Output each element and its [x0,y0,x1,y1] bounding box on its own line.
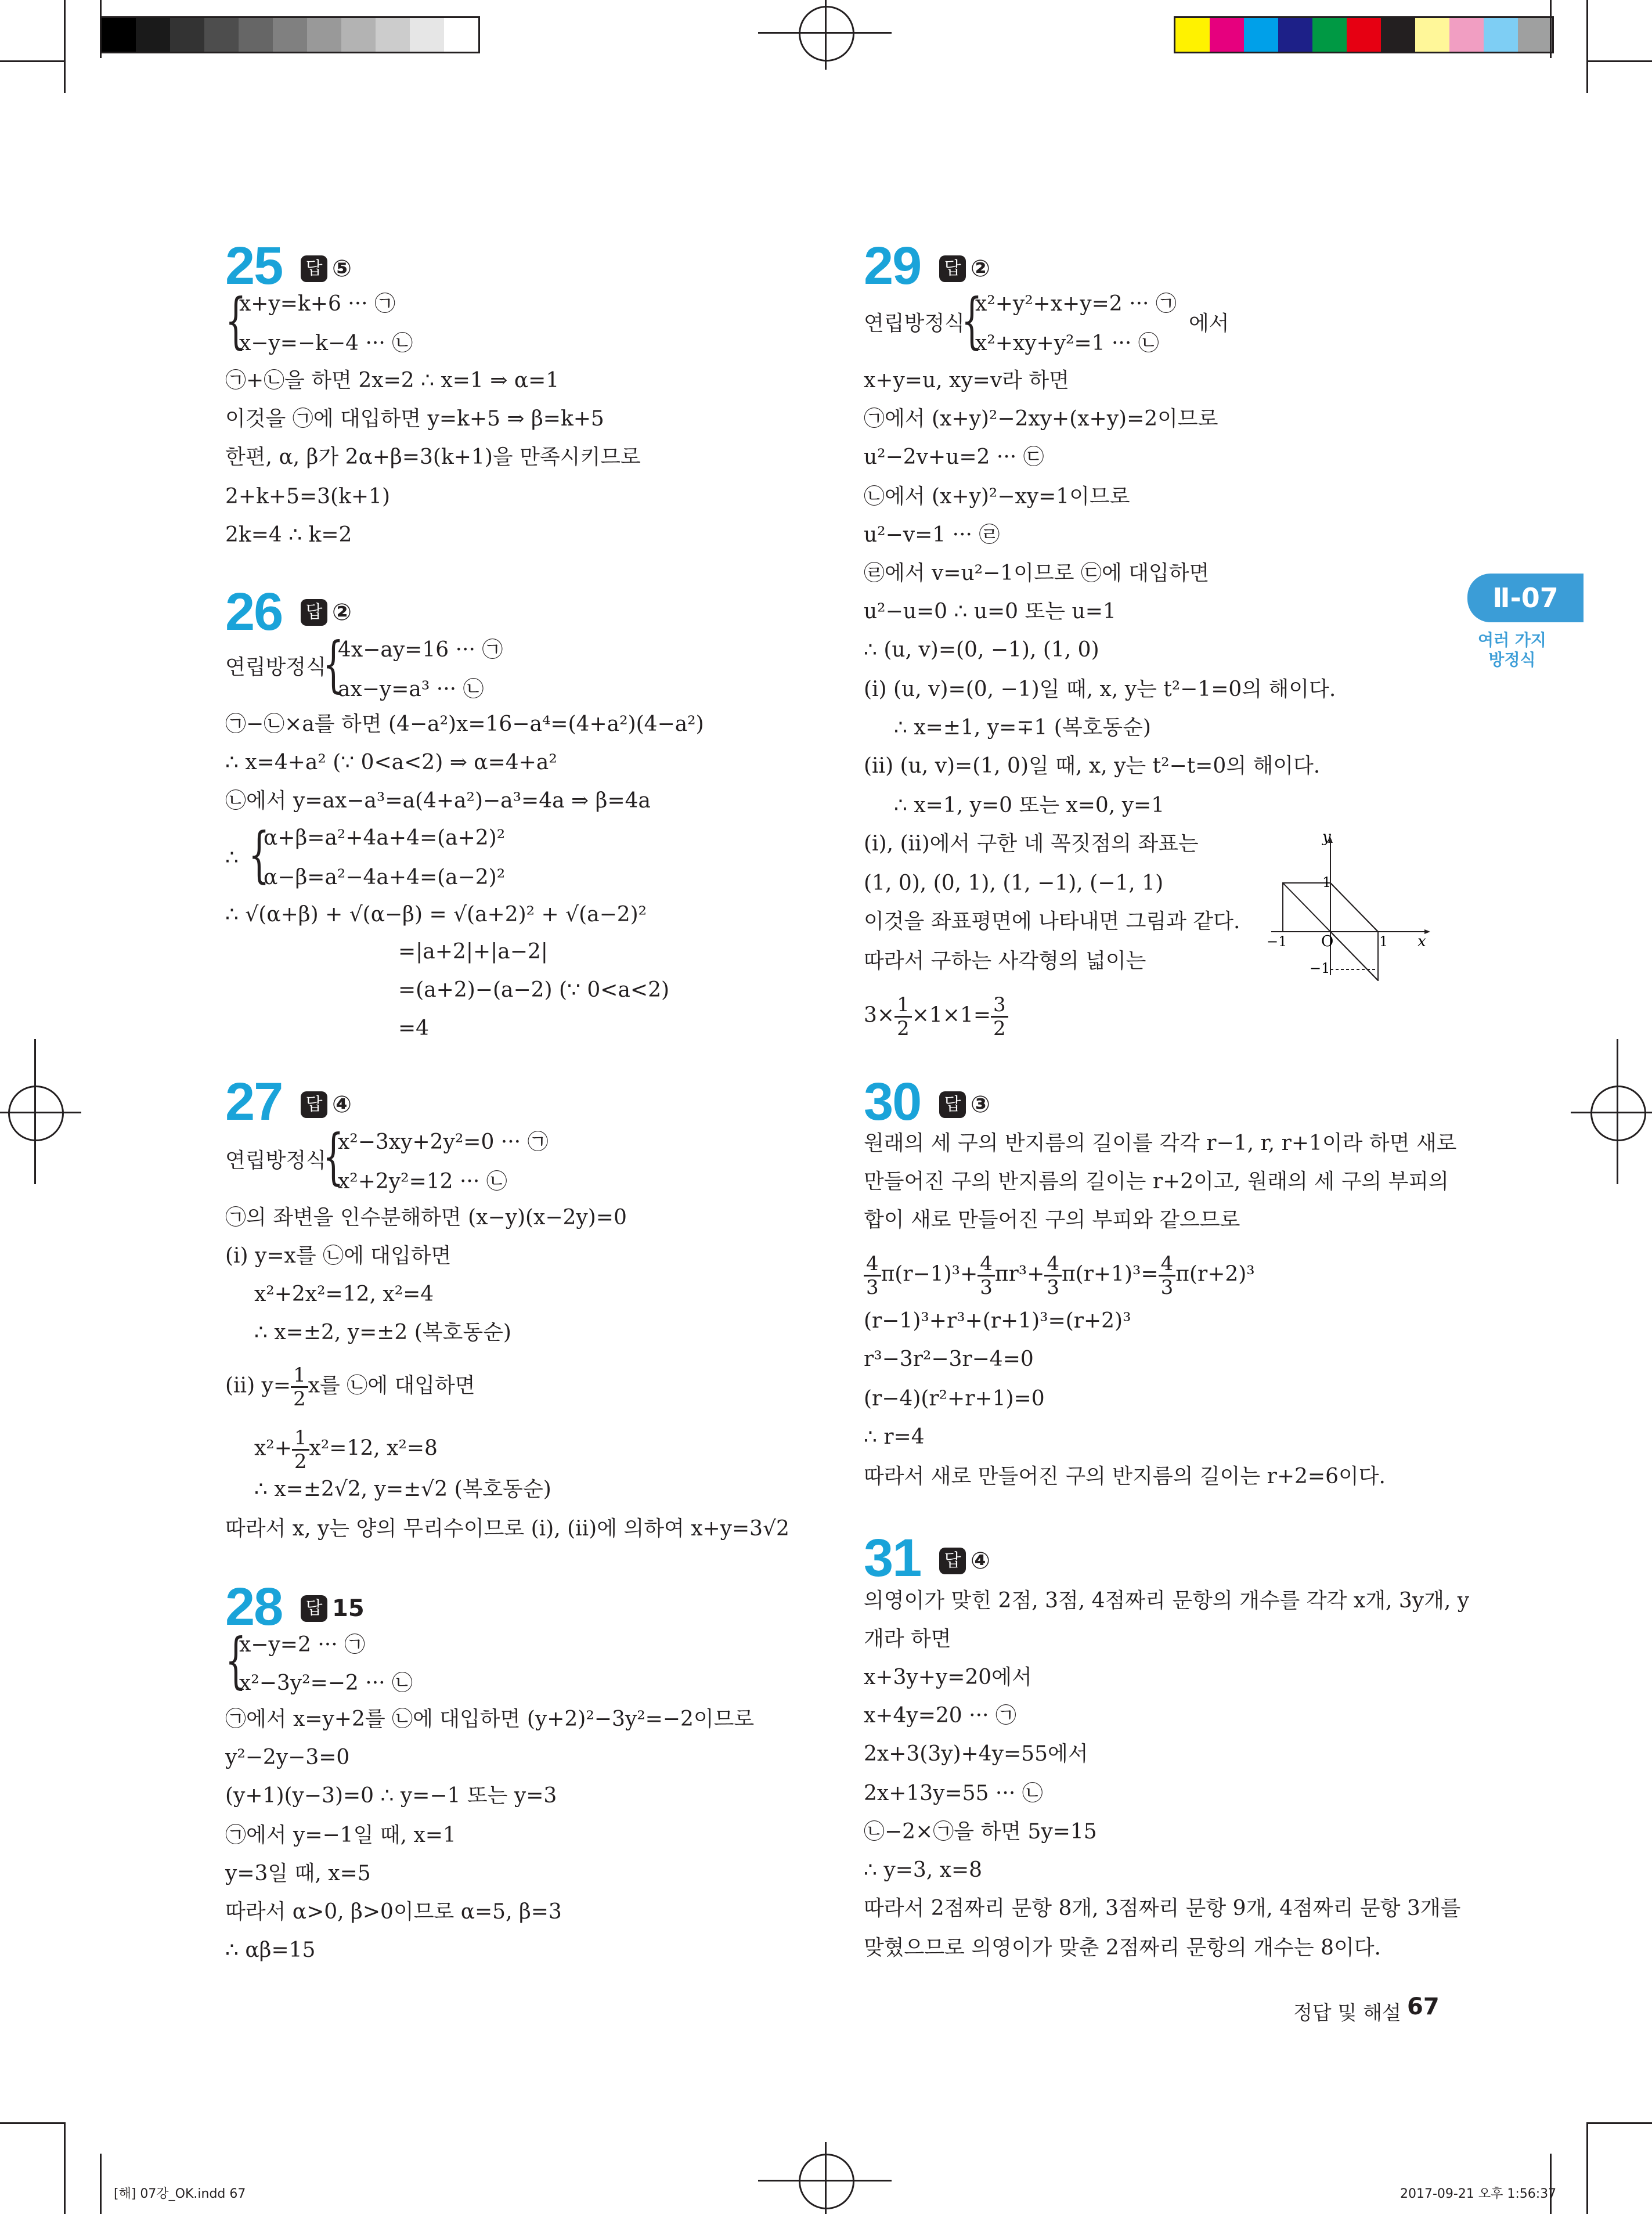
solution-line: ∴ (u, v)=(0, −1), (1, 0) [864,638,1099,662]
grayscale-swatch [410,18,444,52]
solution-line: x²+2x²=12, x²=4 [254,1282,434,1306]
answer-tag-icon: 답 [939,1091,966,1118]
solution-line: 만들어진 구의 반지름의 길이는 r+2이고, 원래의 세 구의 부피의 [864,1170,1449,1193]
answer-tag-icon: 답 [301,255,327,282]
registration-mark-icon [1617,1039,1618,1184]
solution-line: 2x+13y=55 ··· ㉡ [864,1782,1043,1805]
coordinate-graph [1265,830,1440,981]
solution-line: 따라서 새로 만들어진 구의 반지름의 길이는 r+2=6이다. [864,1465,1386,1488]
denominator: 3 [980,1276,993,1299]
solution-line: ∴ αβ=15 [225,1938,316,1962]
solution-line: =4 [398,1016,430,1040]
numerator: 1 [292,1427,309,1451]
color-swatch [1484,18,1518,52]
registration-mark-icon [825,2142,827,2214]
crop-mark-icon [100,2154,102,2214]
problem-number: 27 [225,1072,283,1131]
crop-mark-icon [1588,2122,1652,2124]
solution-line: 맞혔으므로 의영이가 맞춘 2점짜리 문항의 개수는 8이다. [864,1936,1381,1960]
solution-line: ㉣에서 v=u²−1이므로 ㉢에 대입하면 [864,561,1210,585]
color-swatch [1244,18,1278,52]
fraction [1044,1253,1062,1299]
solution-line: 개라 하면 [864,1627,951,1651]
slug-file: [해] 07강_OK.indd 67 [114,2187,246,2201]
answer-tag-icon: 답 [939,255,966,282]
solution-line: 따라서 α>0, β>0이므로 α=5, β=3 [225,1900,562,1924]
tick-label: −1 [1267,933,1287,950]
answer-value: ④ [971,1548,990,1574]
solution-line [864,1253,1255,1299]
grayscale-swatch [170,18,204,52]
text: x²=12, x²=8 [309,1436,438,1461]
solution-line: ∴ x=±1, y=∓1 (복호동순) [894,716,1151,740]
grayscale-swatch [273,18,307,52]
answer-tag-icon: 답 [301,1091,327,1118]
numerator: 1 [291,1364,308,1388]
numerator: 4 [1044,1253,1062,1277]
equation: ax−y=a³ ··· ㉡ [338,677,484,701]
numerator: 4 [978,1253,995,1277]
solution-line: x+y=u, xy=v라 하면 [864,369,1069,392]
brace: { [248,819,270,890]
crop-mark-icon [1586,0,1588,93]
solution-line: 이것을 좌표평면에 나타내면 그림과 같다. [864,910,1240,933]
solution-line: ㉠+㉡을 하면 2x=2 ∴ x=1 ⇒ α=1 [225,369,560,392]
fraction [1159,1253,1176,1299]
denominator: 2 [897,1017,910,1040]
solution-line: ㉠−㉡×a를 하면 (4−a²)x=16−a⁴=(4+a²)(4−a²) [225,712,704,736]
therefore: ∴ [225,846,239,870]
denominator: 3 [866,1276,879,1299]
equation: x²−3xy+2y²=0 ··· ㉠ [338,1130,549,1154]
solution-line: ㉡−2×㉠을 하면 5y=15 [864,1820,1097,1844]
color-swatch [1175,18,1210,52]
brace: { [323,1121,344,1192]
solution-line: (ⅱ) (u, v)=(1, 0)일 때, x, y는 t²−t=0의 해이다. [864,754,1321,778]
fraction [991,994,1008,1040]
denominator: 3 [1047,1276,1060,1299]
tick-label: 1 [1322,874,1332,890]
answer-tag-icon: 답 [301,1595,327,1622]
grayscale-swatch [136,18,170,52]
solution-line [864,994,1008,1040]
label: 에서 [1189,312,1229,336]
crop-mark-icon [0,60,64,62]
answer-value: 15 [332,1595,365,1622]
answer-value: ⑤ [332,255,352,282]
brace: { [225,285,247,356]
crop-mark-icon [0,2122,64,2124]
answer-tag-icon: 답 [939,1548,966,1574]
solution-line: ㉠의 좌변을 인수분해하면 (x−y)(x−2y)=0 [225,1206,627,1229]
origin-label: O [1321,933,1334,950]
grayscale-swatch [341,18,376,52]
denominator: 3 [1160,1276,1174,1299]
grayscale-swatch [376,18,410,52]
solution-line: ㉡에서 y=ax−a³=a(4+a²)−a³=4a ⇒ β=4a [225,789,651,813]
solution-line: (r−1)³+r³+(r+1)³=(r+2)³ [864,1309,1131,1333]
numerator: 4 [1159,1253,1176,1277]
equation: x²−3y²=−2 ··· ㉡ [239,1671,413,1695]
problem-number: 30 [864,1072,921,1131]
solution-line: ∴ x=1, y=0 또는 x=0, y=1 [894,794,1165,817]
slug-date: 2017-09-21 오후 1:56:37 [1400,2187,1557,2201]
text: π(r+1)³= [1062,1262,1159,1286]
solution-line: 따라서 x, y는 양의 무리수이므로 (ⅰ), (ⅱ)에 의하여 x+y=3√2 [225,1517,789,1541]
solution-line: (ⅰ), (ⅱ)에서 구한 네 꼭짓점의 좌표는 [864,832,1199,856]
color-swatch [1518,18,1552,52]
numerator: 4 [864,1253,881,1277]
color-swatch [1210,18,1244,52]
text: (ⅱ) y= [225,1373,291,1398]
chapter-tab: Ⅱ-07 [1467,574,1584,622]
label: 연립방정식 [225,655,326,679]
color-swatch [1415,18,1449,52]
answer-value: ② [332,599,352,626]
color-swatch [1312,18,1347,52]
solution-line: u²−2v+u=2 ··· ㉢ [864,445,1044,469]
solution-line: ㉡에서 (x+y)²−xy=1이므로 [864,485,1130,509]
axis-y-label: y [1322,830,1331,846]
solution-line: 2k=4 ∴ k=2 [225,523,352,547]
solution-line: u²−v=1 ··· ㉣ [864,523,1000,547]
color-bar [1174,16,1554,53]
solution-line: 따라서 2점짜리 문항 8개, 3점짜리 문항 9개, 4점짜리 문항 3개를 [864,1896,1461,1920]
color-swatch [1347,18,1381,52]
crop-mark-icon [1550,0,1552,58]
color-swatch [1278,18,1312,52]
solution-line: 합이 새로 만들어진 구의 부피와 같으므로 [864,1208,1240,1232]
answer-value: ④ [332,1091,352,1118]
solution-line: ㉠에서 x=y+2를 ㉡에 대입하면 (y+2)²−3y²=−2이므로 [225,1707,755,1731]
problem-number: 26 [225,582,283,641]
solution-line: ㉠에서 (x+y)²−2xy+(x+y)=2이므로 [864,407,1218,431]
solution-line: y²−2y−3=0 [225,1746,350,1769]
text: π(r+2)³ [1175,1262,1255,1286]
solution-line: (r−4)(r²+r+1)=0 [864,1387,1045,1411]
registration-mark-icon [0,1112,81,1113]
problem-number: 25 [225,236,283,295]
solution-line: (ⅰ) y=x를 ㉡에 대입하면 [225,1244,452,1268]
crop-mark-icon [64,2122,66,2214]
label: 연립방정식 [225,1149,326,1173]
solution-line: (ⅰ) (u, v)=(0, −1)일 때, x, y는 t²−1=0의 해이다. [864,677,1336,701]
solution-line: ∴ y=3, x=8 [864,1858,983,1882]
registration-mark-icon [8,1086,64,1141]
axis-x-label: x [1417,933,1426,950]
solution-line: ∴ x=4+a² (∵ 0<a<2) ⇒ α=4+a² [225,751,557,774]
problem-number: 29 [864,236,921,295]
registration-mark-icon [1571,1112,1652,1113]
text: x를 ㉡에 대입하면 [308,1373,475,1398]
crop-mark-icon [64,0,66,93]
registration-mark-icon [34,1039,36,1184]
fraction [292,1427,309,1473]
brace: { [323,629,344,699]
grayscale-swatch [204,18,239,52]
problem-number: 31 [864,1528,921,1588]
problem-number: 28 [225,1577,283,1636]
label: 연립방정식 [864,312,965,336]
registration-mark-icon [799,2154,854,2209]
equation: α−β=a²−4a+4=(a−2)² [264,866,506,889]
solution-line: 2+k+5=3(k+1) [225,485,390,509]
color-swatch [1449,18,1484,52]
footer-label: 정답 및 해설 [1293,2002,1401,2025]
fraction [291,1364,308,1410]
tick-label: 1 [1379,933,1388,950]
text: πr³+ [994,1262,1045,1286]
equation: x−y=2 ··· ㉠ [239,1633,366,1657]
solution-line: ∴ √(α+β) + √(α−β) = √(a+2)² + √(a−2)² [225,903,647,926]
solution-line: =|a+2|+|a−2| [398,940,548,964]
answer-tag-icon: 답 [301,599,327,626]
text: x²+ [254,1436,292,1461]
numerator: 3 [991,994,1008,1018]
color-swatch [1381,18,1415,52]
registration-mark-icon [1590,1086,1646,1141]
solution-line: (1, 0), (0, 1), (1, −1), (−1, 1) [864,871,1164,895]
solution-line: 이것을 ㉠에 대입하면 y=k+5 ⇒ β=k+5 [225,407,604,431]
equation: x+y=k+6 ··· ㉠ [239,292,396,316]
solution-line: x+3y+y=20에서 [864,1665,1032,1689]
denominator: 2 [294,1450,307,1473]
grayscale-swatch [307,18,341,52]
grayscale-bar [100,16,480,53]
numerator: 1 [894,994,912,1018]
equation: x−y=−k−4 ··· ㉡ [239,331,413,355]
page-number: 67 [1407,1993,1440,2020]
tick-label: −1 [1310,960,1330,976]
chapter-label-line2: 방정식 [1488,650,1536,669]
chapter-label [1451,630,1573,670]
solution-line: 한편, α, β가 2α+β=3(k+1)을 만족시키므로 [225,445,641,469]
grayscale-swatch [102,18,136,52]
solution-line [254,1427,438,1473]
fraction [978,1253,995,1299]
solution-line: 따라서 구하는 사각형의 넓이는 [864,949,1146,973]
crop-mark-icon [1588,60,1652,62]
answer-value: ② [971,255,990,282]
equation: x²+xy+y²=1 ··· ㉡ [975,331,1159,355]
denominator: 2 [993,1017,1006,1040]
crop-mark-icon [1586,2122,1588,2214]
solution-line: y=3일 때, x=5 [225,1862,371,1885]
solution-line: =(a+2)−(a−2) (∵ 0<a<2) [398,978,670,1002]
equation: 4x−ay=16 ··· ㉠ [338,638,503,662]
answer-value: ③ [971,1091,990,1118]
solution-line: ㉠에서 y=−1일 때, x=1 [225,1823,456,1847]
denominator: 2 [293,1387,306,1411]
solution-line: r³−3r²−3r−4=0 [864,1347,1034,1371]
solution-line: ∴ x=±2, y=±2 (복호동순) [254,1321,511,1344]
equation: x²+y²+x+y=2 ··· ㉠ [975,292,1177,316]
equation: x²+2y²=12 ··· ㉡ [338,1170,507,1193]
fraction [894,994,912,1040]
solution-line: ∴ r=4 [864,1425,925,1449]
text: π(r−1)³+ [881,1262,978,1286]
registration-mark-icon [825,0,827,70]
text: ×1×1= [911,1003,991,1027]
solution-line: 의영이가 맞힌 2점, 3점, 4점짜리 문항의 개수를 각각 x개, 3y개, y [864,1589,1470,1613]
solution-line: u²−u=0 ∴ u=0 또는 u=1 [864,600,1116,623]
fraction [864,1253,881,1299]
registration-mark-icon [799,6,854,62]
grayscale-swatch [239,18,273,52]
solution-line: 원래의 세 구의 반지름의 길이를 각각 r−1, r, r+1이라 하면 새로 [864,1131,1457,1155]
crop-mark-icon [100,0,102,58]
solution-line: ∴ x=±2√2, y=±√2 (복호동순) [254,1477,551,1501]
equation: α+β=a²+4a+4=(a+2)² [264,826,506,850]
solution-line: 2x+3(3y)+4y=55에서 [864,1742,1088,1766]
solution-line: (y+1)(y−3)=0 ∴ y=−1 또는 y=3 [225,1784,557,1808]
chapter-label-line1: 여러 가지 [1478,630,1546,650]
solution-line: x+4y=20 ··· ㉠ [864,1704,1016,1728]
solution-line [225,1364,475,1410]
text: 3× [864,1003,895,1027]
brace: { [225,1625,247,1696]
brace: { [961,285,983,356]
grayscale-swatch [444,18,478,52]
